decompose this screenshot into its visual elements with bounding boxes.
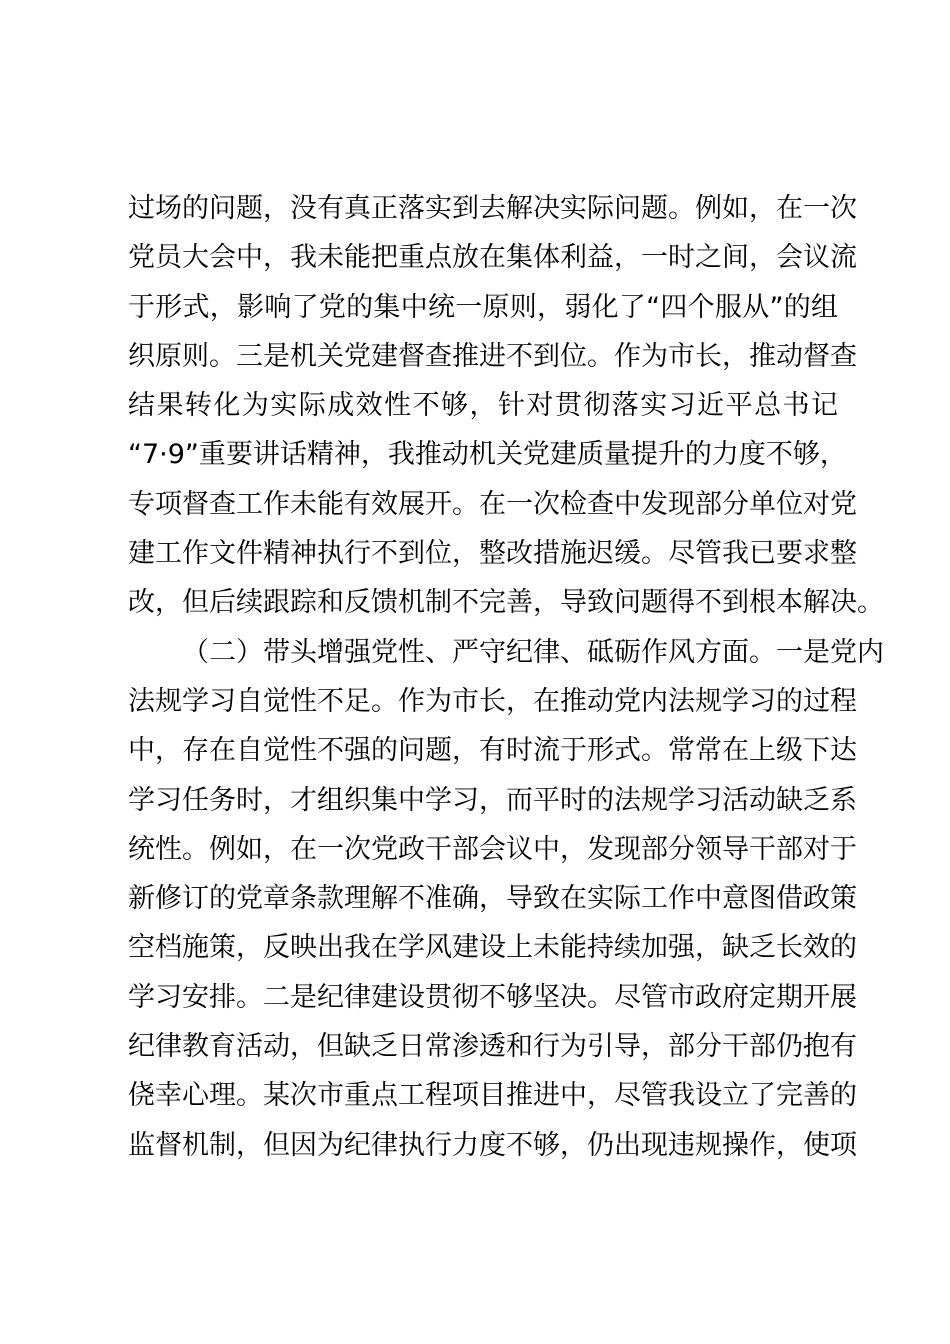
text-line-6: “7·9”重要讲话精神，我推动机关党建质量提升的力度不够， xyxy=(128,439,847,471)
text-line-1: 过场的问题，没有真正落实到去解决实际问题。例如，在一次 xyxy=(128,193,857,224)
text-line-18: 纪律教育活动，但缺乏日常渗透和行为引导，部分干部仍抱有 xyxy=(128,1031,857,1063)
text-line-9: 改，但后续跟踪和反馈机制不完善，导致问题得不到根本解决。 xyxy=(128,587,884,619)
text-line-11: 法规学习自觉性不足。作为市长，在推动党内法规学习的过程 xyxy=(128,685,857,717)
text-line-16: 空档施策，反映出我在学风建设上未能持续加强，缺乏长效的 xyxy=(128,932,857,964)
section-heading-line: （二）带头增强党性、严守纪律、砥砺作风方面。一是党内 xyxy=(182,636,884,668)
text-line-14: 统性。例如，在一次党政干部会议中，发现部分领导干部对于 xyxy=(128,833,857,865)
text-line-12: 中，存在自觉性不强的问题，有时流于形式。常常在上级下达 xyxy=(128,735,857,767)
text-line-5: 结果转化为实际成效性不够，针对贯彻落实习近平总书记 xyxy=(128,390,838,422)
text-line-20: 监督机制，但因为纪律执行力度不够，仍出现违规操作，使项 xyxy=(128,1129,857,1161)
text-line-4: 织原则。三是机关党建督查推进不到位。作为市长，推动督查 xyxy=(128,340,857,372)
text-line-8: 建工作文件精神执行不到位，整改措施迟缓。尽管我已要求整 xyxy=(128,538,857,570)
text-line-3: 于形式，影响了党的集中统一原则，弱化了“四个服从”的组 xyxy=(128,291,838,323)
text-line-7: 专项督查工作未能有效展开。在一次检查中发现部分单位对党 xyxy=(128,488,857,520)
text-line-13: 学习任务时，才组织集中学习，而平时的法规学习活动缺乏系 xyxy=(128,784,857,816)
body-text xyxy=(128,184,884,1170)
text-line-2: 党员大会中，我未能把重点放在集体利益，一时之间，会议流 xyxy=(128,242,857,274)
text-line-19: 侥幸心理。某次市重点工程项目推进中，尽管我设立了完善的 xyxy=(128,1080,857,1112)
text-line-15: 新修订的党章条款理解不准确，导致在实际工作中意图借政策 xyxy=(128,883,857,915)
text-line-17: 学习安排。二是纪律建设贯彻不够坚决。尽管市政府定期开展 xyxy=(128,981,857,1013)
